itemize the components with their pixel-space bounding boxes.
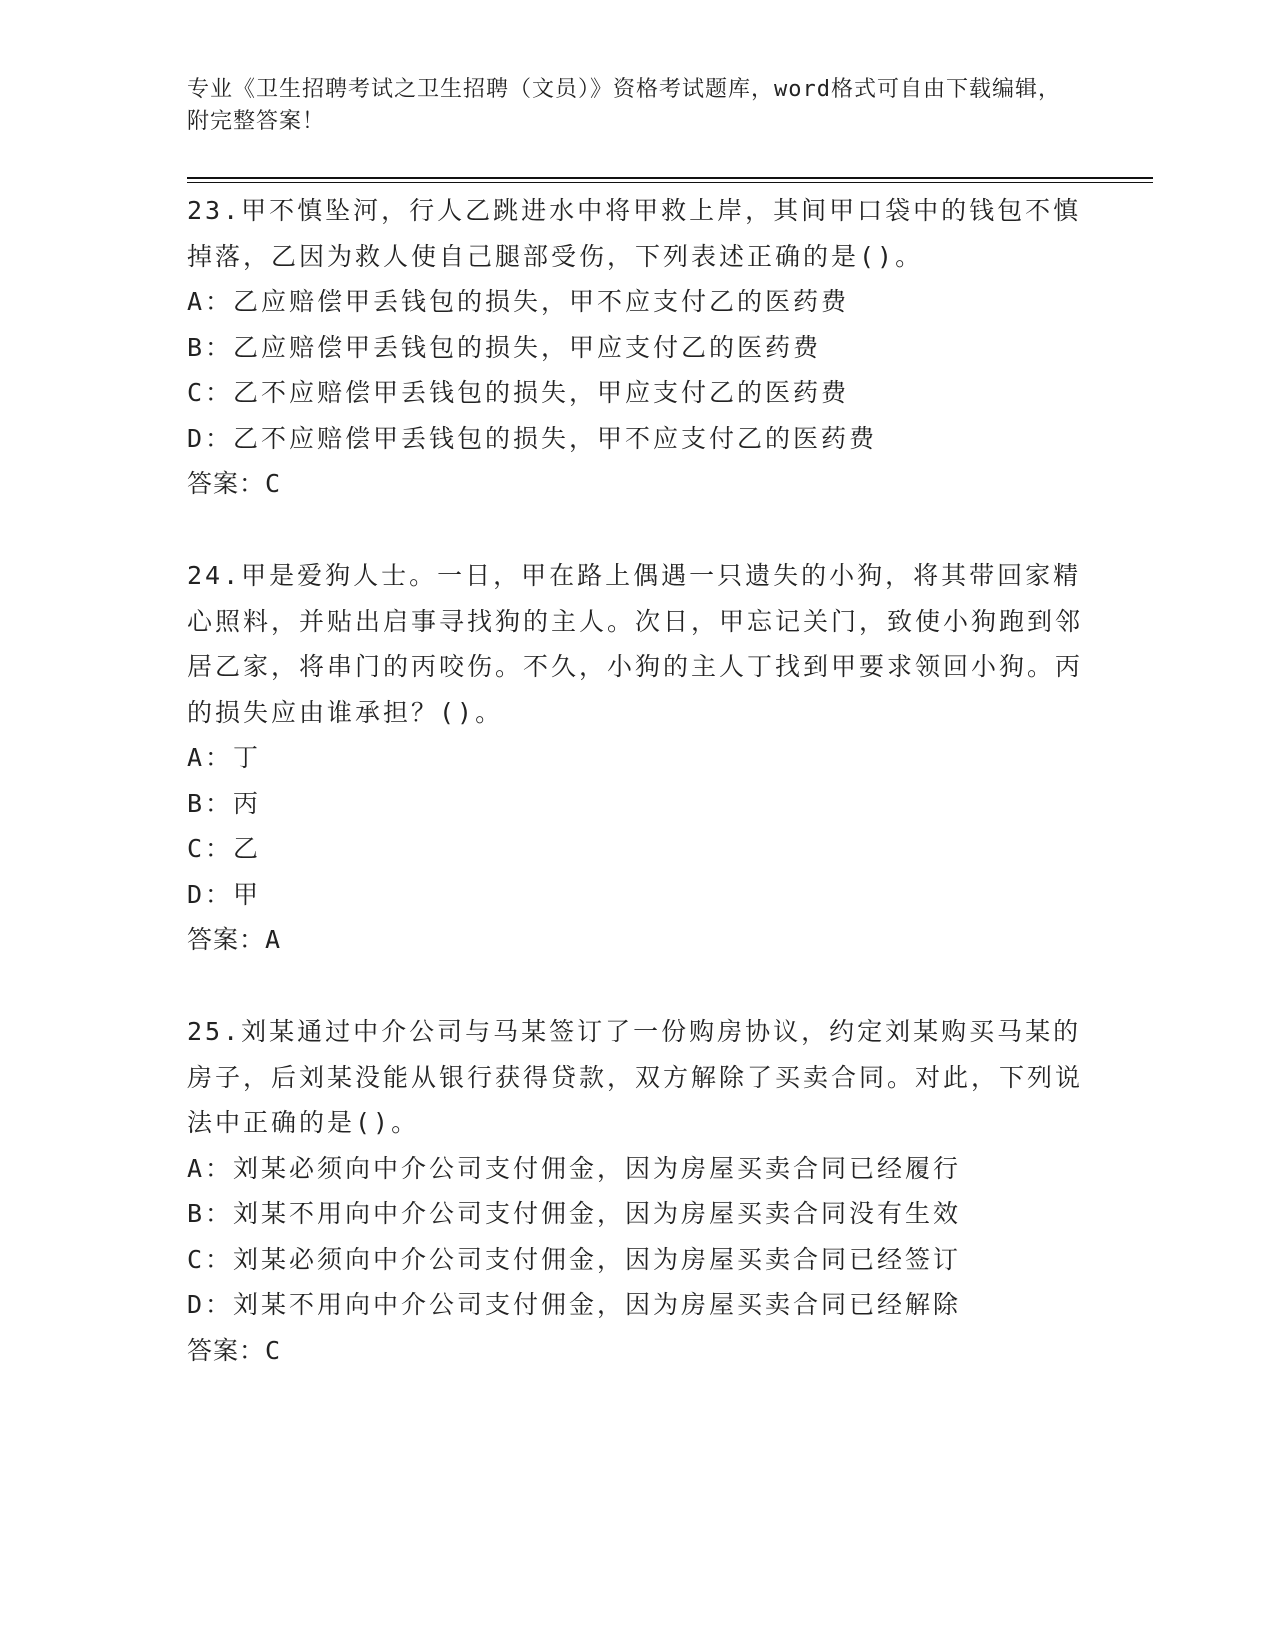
option-b: B：乙应赔偿甲丢钱包的损失，甲应支付乙的医药费: [187, 332, 822, 362]
question-stem: 25.刘某通过中介公司与马某签订了一份购房协议，约定刘某购买马某的房子，后刘某没能从银行获得贷款，双方解除了买卖合同。对此，下列说法中正确的是()。: [187, 1017, 1084, 1137]
question-stem: 23.甲不慎坠河，行人乙跳进水中将甲救上岸，其间甲口袋中的钱包不慎掉落，乙因为救人使自己腿部受伤，下列表述正确的是()。: [187, 196, 1082, 271]
option-d: D：乙不应赔偿甲丢钱包的损失，甲不应支付乙的医药费: [187, 423, 878, 453]
option-a: A：丁: [187, 743, 262, 772]
option-b: B：丙: [187, 788, 262, 818]
option-c: C：刘某必须向中介公司支付佣金，因为房屋买卖合同已经签订: [187, 1244, 962, 1274]
option-d: D：甲: [187, 879, 262, 909]
option-a: A：刘某必须向中介公司支付佣金，因为房屋买卖合同已经履行: [187, 1153, 962, 1183]
option-b: B：刘某不用向中介公司支付佣金，因为房屋买卖合同没有生效: [187, 1199, 962, 1228]
option-c: C：乙: [187, 834, 262, 863]
answer: 答案：C: [187, 1335, 282, 1365]
question-24: [187, 553, 1087, 963]
answer: 答案：C: [187, 469, 282, 498]
option-c: C：乙不应赔偿甲丢钱包的损失，甲应支付乙的医药费: [187, 378, 850, 407]
header-rule-thick: [187, 177, 1153, 179]
option-d: D：刘某不用向中介公司支付佣金，因为房屋买卖合同已经解除: [187, 1290, 962, 1319]
answer: 答案：A: [187, 925, 282, 954]
header-rule-thin: [187, 182, 1153, 183]
question-25: [187, 1009, 1087, 1373]
option-a: A：乙应赔偿甲丢钱包的损失，甲不应支付乙的医药费: [187, 287, 850, 316]
document-header: 专业《卫生招聘考试之卫生招聘（文员）》资格考试题库，word格式可自由下载编辑，附完整答案！: [187, 77, 1061, 134]
question-23: [187, 188, 1087, 507]
question-stem: 24.甲是爱狗人士。一日，甲在路上偶遇一只遗失的小狗，将其带回家精心照料，并贴出启事寻找狗的主人。次日，甲忘记关门，致使小狗跑到邻居乙家，将串门的丙咬伤。不久，小狗的主人丁找到甲要求领回小狗。丙的损失应由谁承担？()。: [187, 561, 1084, 727]
